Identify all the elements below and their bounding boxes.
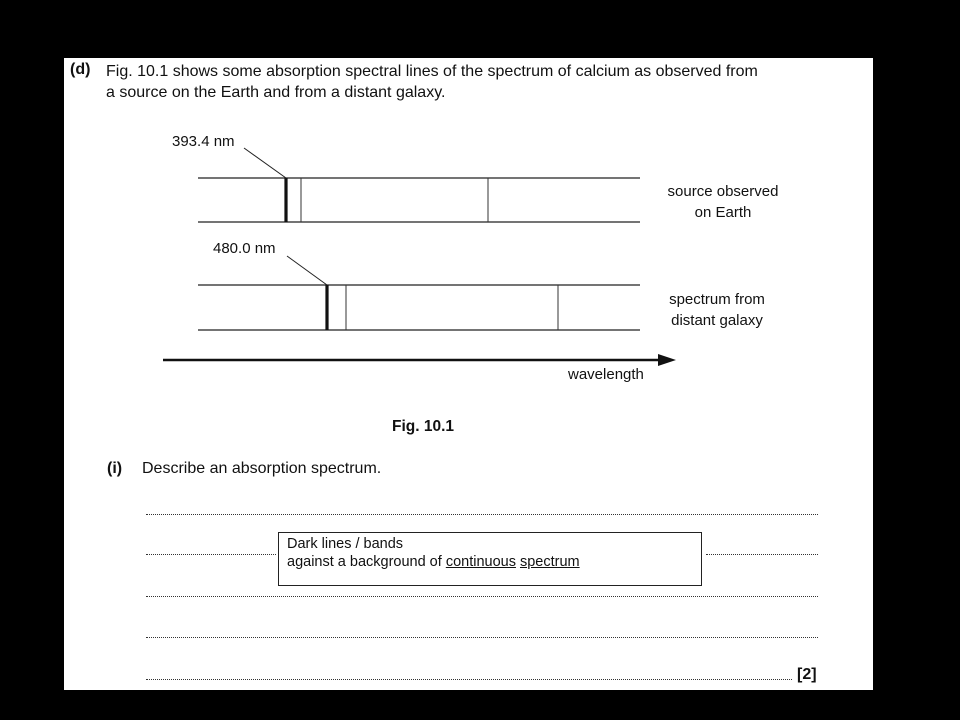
earth-caption bbox=[653, 181, 793, 223]
answer-box[interactable] bbox=[278, 532, 702, 586]
answer-line-3[interactable] bbox=[146, 596, 818, 597]
answer-prefix: against a background of bbox=[287, 554, 446, 570]
question-part-label: (d) bbox=[70, 61, 91, 78]
spectra-figure bbox=[64, 58, 873, 398]
answer-line-2-right[interactable] bbox=[706, 554, 818, 555]
galaxy-caption-line2: distant galaxy bbox=[671, 312, 763, 329]
answer-line-1[interactable] bbox=[146, 514, 818, 515]
earth-caption-line2: on Earth bbox=[694, 204, 752, 221]
answer-line-4[interactable] bbox=[146, 637, 818, 638]
subquestion-text: Describe an absorption spectrum. bbox=[142, 460, 382, 477]
figure-caption: Fig. 10.1 bbox=[392, 418, 455, 435]
galaxy-marker-pointer bbox=[287, 256, 327, 285]
earth-marker-pointer bbox=[244, 148, 286, 178]
galaxy-wavelength-label: 480.0 nm bbox=[213, 240, 276, 257]
galaxy-spectrum bbox=[198, 256, 640, 330]
galaxy-caption-line1: spectrum from bbox=[669, 291, 765, 308]
answer-line-5[interactable] bbox=[146, 679, 792, 680]
answer-word-spectrum: spectrum bbox=[519, 554, 580, 570]
exam-page bbox=[64, 58, 873, 690]
marks-label: [2] bbox=[797, 666, 817, 683]
earth-spectrum bbox=[198, 148, 640, 222]
answer-line1-text: Dark lines / bands bbox=[287, 536, 404, 552]
wavelength-arrow bbox=[163, 354, 676, 366]
subquestion-label: (i) bbox=[107, 460, 123, 477]
wavelength-label: wavelength bbox=[568, 366, 644, 383]
answer-line2-text bbox=[287, 553, 693, 571]
question-text-line2: a source on the Earth and from a distant galaxy. bbox=[106, 84, 446, 101]
question-text-line1: Fig. 10.1 shows some absorption spectral lines of the spectrum of calcium as observed from bbox=[106, 63, 758, 80]
galaxy-caption bbox=[647, 289, 787, 331]
answer-word-continuous: continuous bbox=[445, 554, 516, 570]
answer-line-2-left[interactable] bbox=[146, 554, 276, 555]
earth-caption-line1: source observed bbox=[667, 183, 779, 200]
earth-wavelength-label: 393.4 nm bbox=[172, 133, 235, 150]
arrowhead-icon bbox=[658, 354, 676, 366]
